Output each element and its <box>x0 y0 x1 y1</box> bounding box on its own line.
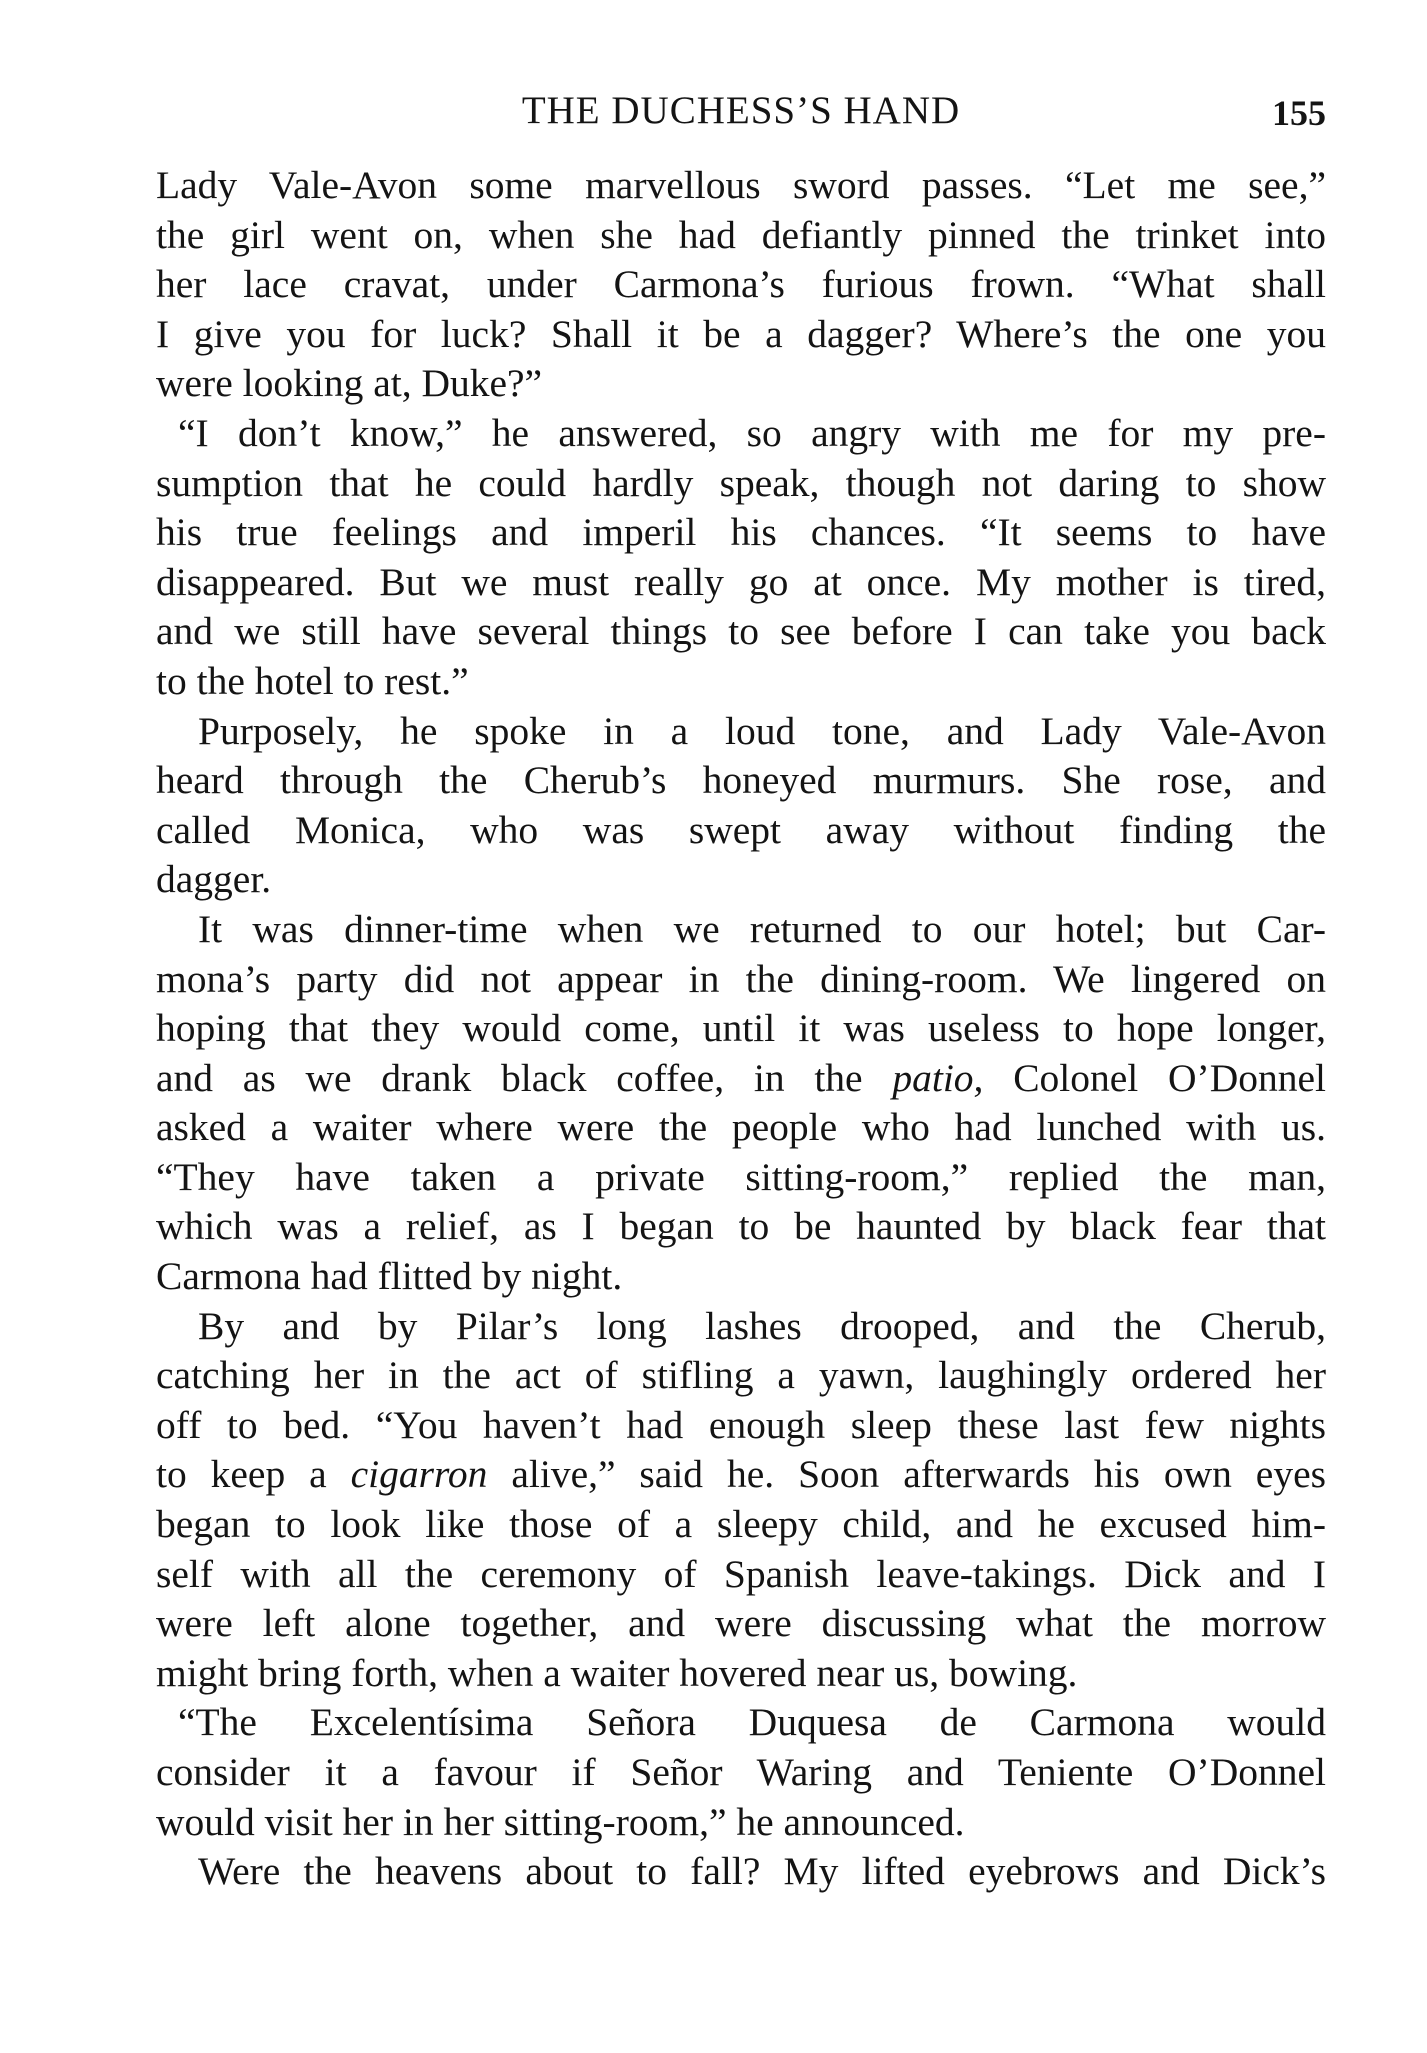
text-line: consider it a favour if Señor Waring and Teniente O’Donnel <box>156 1750 1326 1794</box>
text-line: It was dinner-time when we returned to our hotel; but Car- <box>198 906 1326 951</box>
body-text <box>156 161 1326 1897</box>
text-line: dagger. <box>156 857 272 902</box>
text-line: Lady Vale-Avon some marvellous sword passes. “Let me see,” <box>156 163 1326 207</box>
text-segment: Colonel O’Donnel <box>983 1055 1326 1100</box>
text-line: asked a waiter where were the people who had lunched with us. <box>156 1105 1326 1150</box>
text-line: “They have taken a private sitting-room,” replied the man, <box>156 1154 1326 1199</box>
text-line: off to bed. “You haven’t had enough sleep these last few nights <box>156 1402 1326 1447</box>
chapter-title: THE DUCHESS’S HAND <box>521 89 961 132</box>
text-line: the girl went on, when she had defiantly pinned the trinket into <box>156 212 1326 257</box>
text-line: might bring forth, when a waiter hovered near us, bowing. <box>156 1650 1078 1695</box>
text-line: mona’s party did not appear in the dining-room. We lingered on <box>156 956 1326 1001</box>
text-line: which was a relief, as I began to be haunted by black fear that <box>156 1204 1326 1249</box>
italic-word: cigarron <box>350 1452 488 1497</box>
text-segment: and as we drank black coffee, in the <box>156 1055 893 1100</box>
text-line: By and by Pilar’s long lashes drooped, and the Cherub, <box>198 1303 1326 1348</box>
text-line: “I don’t know,” he answered, so angry with me for my pre- <box>178 410 1326 455</box>
text-line: and we still have several things to see before I can take you back <box>156 609 1326 654</box>
text-line: sumption that he could hardly speak, though not daring to show <box>156 460 1326 505</box>
text-line: called Monica, who was swept away without finding the <box>156 807 1326 852</box>
text-line: to the hotel to rest.” <box>156 658 469 703</box>
text-line: Carmona had flitted by night. <box>156 1254 623 1299</box>
text-line: self with all the ceremony of Spanish leave-takings. Dick and I <box>156 1551 1326 1596</box>
text-line: hoping that they would come, until it was useless to hope longer, <box>156 1006 1326 1051</box>
text-line: catching her in the act of stifling a yawn, laughingly ordered her <box>156 1353 1326 1398</box>
text-line: her lace cravat, under Carmona’s furious frown. “What shall <box>156 262 1326 307</box>
text-line: heard through the Cherub’s honeyed murmurs. She rose, and <box>156 758 1326 803</box>
text-line: “The Excelentísima Señora Duquesa de Carmona would <box>178 1700 1326 1745</box>
text-line: Purposely, he spoke in a loud tone, and Lady Vale-Avon <box>198 708 1326 753</box>
text-line: began to look like those of a sleepy child, and he excused him- <box>156 1502 1326 1547</box>
italic-word: patio, <box>892 1055 984 1100</box>
running-head <box>156 88 1326 148</box>
text-line <box>156 1054 1326 1104</box>
text-segment: alive,” said he. Soon afterwards his own eyes <box>487 1452 1326 1497</box>
text-line: I give you for luck? Shall it be a dagger? Where’s the one you <box>156 311 1326 356</box>
text-line: disappeared. But we must really go at once. My mother is tired, <box>156 559 1326 604</box>
text-line <box>156 1450 1326 1500</box>
text-line: his true feelings and imperil his chances. “It seems to have <box>156 510 1326 555</box>
text-line: were left alone together, and were discussing what the morrow <box>156 1601 1326 1646</box>
text-segment: to keep a <box>156 1452 351 1497</box>
text-line: Were the heavens about to fall? My lifted eyebrows and Dick’s <box>198 1849 1326 1894</box>
page-number: 155 <box>1272 93 1326 133</box>
text-line: would visit her in her sitting-room,” he announced. <box>156 1799 965 1844</box>
text-line: were looking at, Duke?” <box>156 361 543 406</box>
